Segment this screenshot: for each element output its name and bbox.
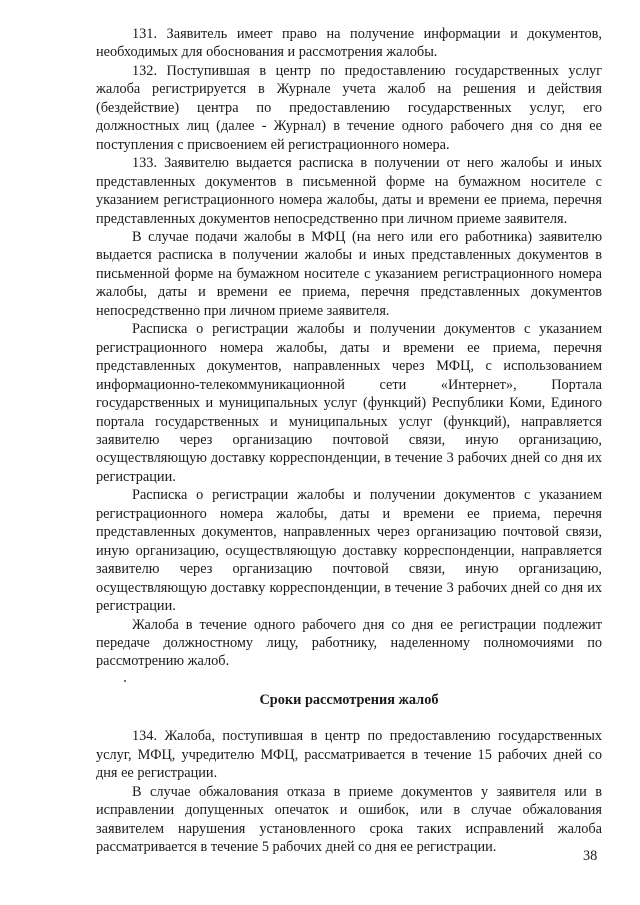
paragraph-appeal-refusal: В случае обжалования отказа в приеме документов у заявителя или в исправлении допущенных опечаток и ошибок, или в случае обжалования заявителем нарушения установленного срока таких исправлений жалоба рассматривается в течение 5 рабочих дней со дня ее регистрации.: [96, 783, 602, 856]
scan-speck: [124, 680, 126, 682]
paragraph-134: 134. Жалоба, поступившая в центр по предоставлению государственных услуг, МФЦ, учредителю МФЦ, рассматривается в течение 15 рабочих дней со дня ее регистрации.: [96, 728, 602, 782]
paragraph-132: 132. Поступившая в центр по предоставлению государственных услуг жалоба регистрируется в Журнале учета жалоб на решения и действия (бездействие) центра по предоставлению государственных услуг, его должностных лиц (далее - Журнал) в течение одного рабочего дня со дня ее поступления с присвоением ей регистрационного номера.: [96, 62, 602, 153]
page-number: 38: [583, 848, 598, 864]
paragraph-133: 133. Заявителю выдается расписка в получении от него жалобы и иных представленных документов в письменной форме на бумажном носителе с указанием регистрационного номера жалобы, даты и времени ее приема, перечня представленных документов непосредственно при личном приеме заявителя.: [96, 155, 602, 227]
paragraph-postal-receipt: Расписка о регистрации жалобы и получении документов с указанием регистрационного номера жалобы, даты и времени ее приема, перечня представленных документов, направленных через организацию почтовой связи, иную организацию, осуществляющую доставку корреспонденции, направляется заявителю через организацию почтовой связи, иную организацию, осуществляющую доставку корреспонденции, в течение 3 рабочих дней со дня их регистрации.: [96, 487, 602, 615]
paragraph-mfc-receipt: В случае подачи жалобы в МФЦ (на него или его работника) заявителю выдается расписка в получении жалобы и иных представленных документов в письменной форме на бумажном носителе с указанием регистрационного номера жалобы, даты и времени ее приема, перечня представленных документов непосредственно при личном приеме заявителя.: [96, 228, 602, 319]
paragraph-transfer: Жалоба в течение одного рабочего дня со дня ее регистрации подлежит передаче должностному лицу, работнику, наделенному полномочиями по рассмотрению жалоб.: [96, 616, 602, 670]
paragraph-131: 131. Заявитель имеет право на получение информации и документов, необходимых для обоснования и рассмотрения жалобы.: [96, 26, 602, 61]
page-body: [96, 25, 602, 856]
section-heading: Сроки рассмотрения жалоб: [259, 691, 439, 708]
paragraph-internet-receipt: Расписка о регистрации жалобы и получении документов с указанием регистрационного номера жалобы, даты и времени ее приема, перечня представленных документов, направленных через МФЦ, с использованием информационно-телекоммуникационной сети «Интернет», Портала государственных и муниципальных услуг (функций) Республики Коми, Единого портала государственных и муниципальных услуг (функций), направляется заявителю через организацию почтовой связи, иную организацию, осуществляющую доставку корреспонденции, в течение 3 рабочих дней со дня их регистрации.: [96, 321, 602, 485]
